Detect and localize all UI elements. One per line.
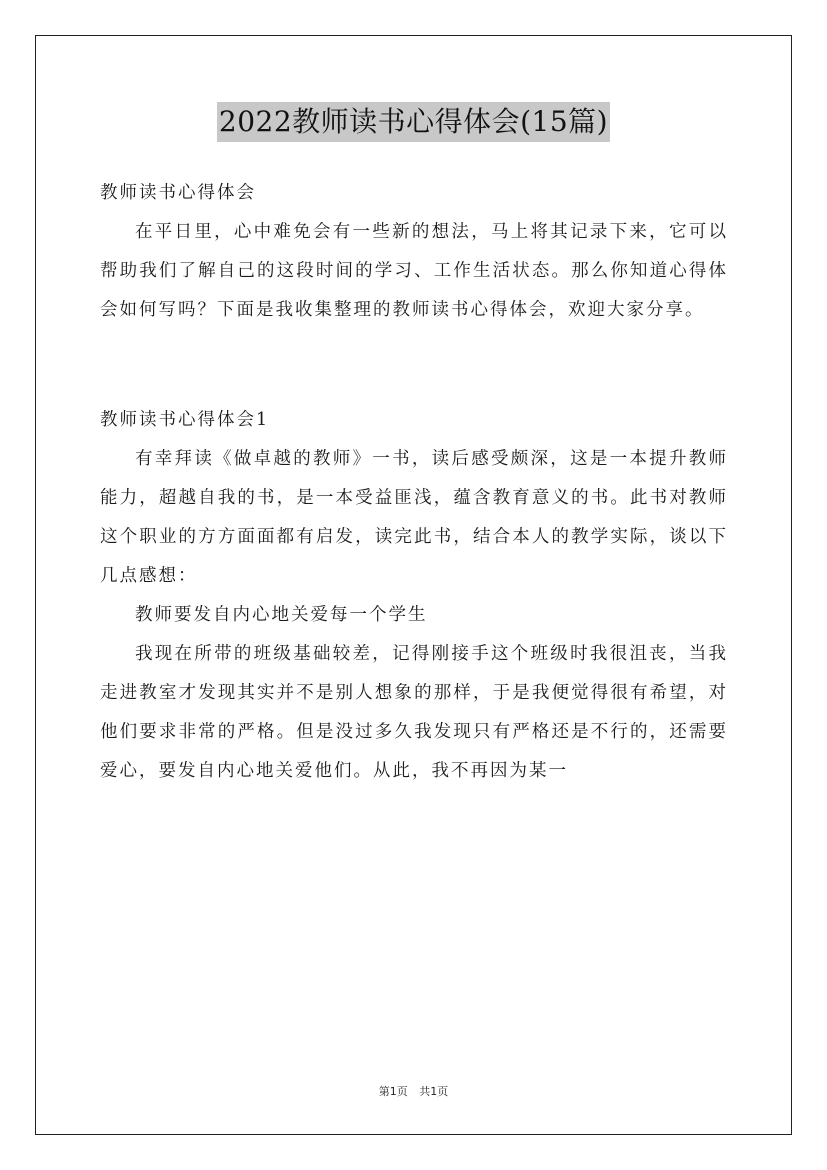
title-container <box>0 102 827 142</box>
section-1-paragraph-1: 有幸拜读《做卓越的教师》一书，读后感受颇深，这是一本提升教师能力，超越自我的书，是一本受益匪浅，蕴含教育意义的书。此书对教师这个职业的方方面面都有启发，读完此书，结合本人的教学实际，谈以下几点感想： <box>100 449 728 586</box>
page-footer <box>0 1083 827 1099</box>
section-heading-intro: 教师读书心得体会 <box>100 183 256 203</box>
section-spacer <box>100 330 728 401</box>
document-title: 2022教师读书心得体会(15篇) <box>217 102 610 142</box>
page-number: 第1页 <box>378 1085 408 1098</box>
document-body <box>100 174 728 791</box>
section-1-subheading: 教师要发自内心地关爱每一个学生 <box>135 605 428 625</box>
total-pages: 共1页 <box>419 1085 449 1098</box>
section-heading-1: 教师读书心得体会1 <box>100 410 270 430</box>
section-1-paragraph-2: 我现在所带的班级基础较差，记得刚接手这个班级时我很沮丧，当我走进教室才发现其实并不是别人想象的那样，于是我便觉得很有希望，对他们要求非常的严格。但是没过多久我发现只有严格还是不行的，还需要爱心，要发自内心地关爱他们。从此，我不再因为某一 <box>100 644 728 781</box>
intro-paragraph: 在平日里，心中难免会有一些新的想法，马上将其记录下来，它可以帮助我们了解自己的这段时间的学习、工作生活状态。那么你知道心得体会如何写吗？下面是我收集整理的教师读书心得体会，欢迎大家分享。 <box>100 222 728 320</box>
